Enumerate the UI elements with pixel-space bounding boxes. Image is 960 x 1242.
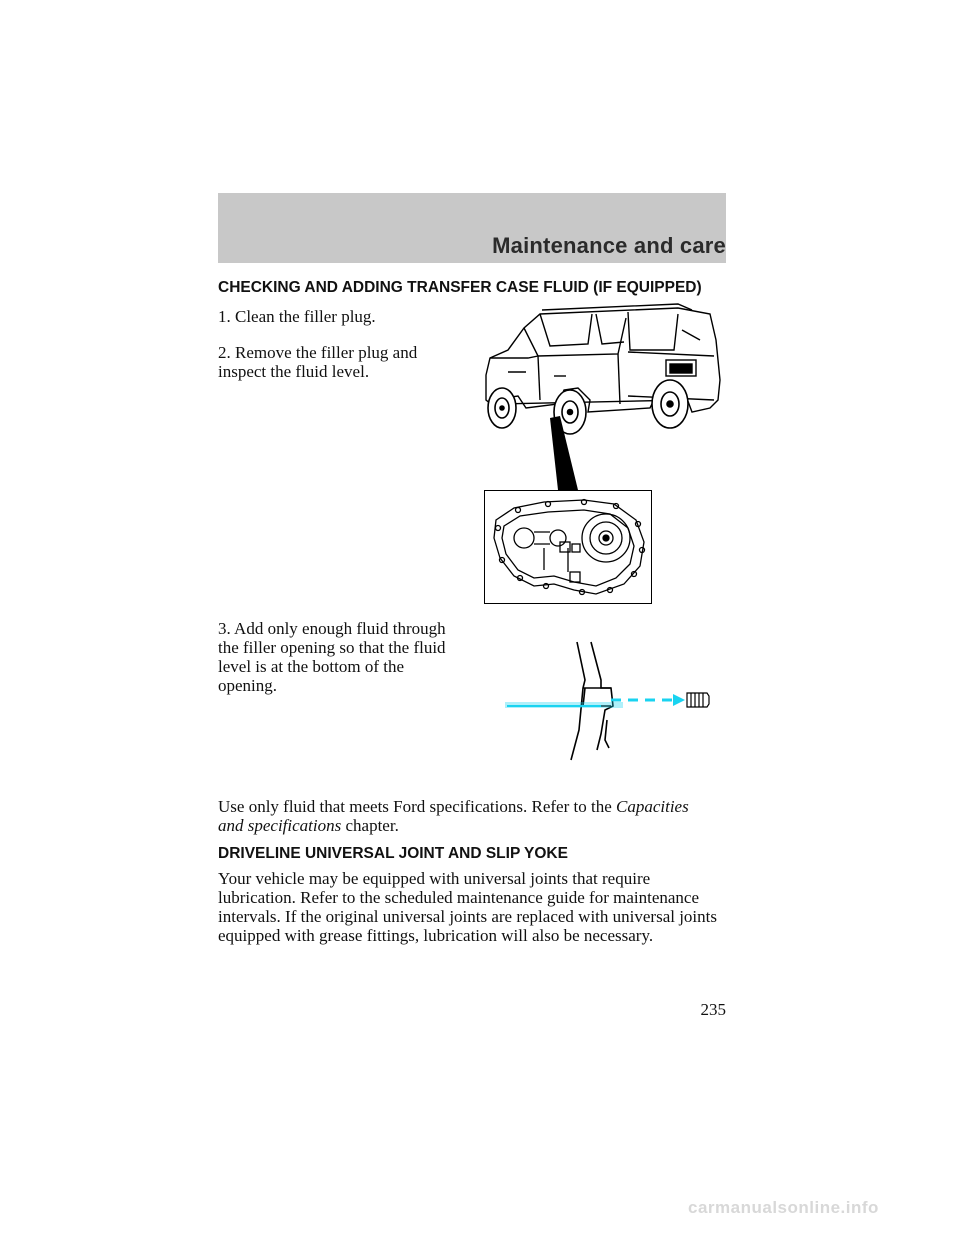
step-3-text [218,619,446,695]
fluid-spec-note [218,797,689,835]
driveline-line-4: equipped with grease fittings, lubrication will also be necessary. [218,926,654,945]
capacities-reference: Capacities [616,797,689,816]
driveline-paragraph [218,869,717,945]
fluid-spec-note-text-b: chapter. [341,816,399,835]
step-3-line-1: 3. Add only enough fluid through [218,619,446,638]
filler-opening-fluid-level-illustration [505,640,715,765]
driveline-line-2: lubrication. Refer to the scheduled maintenance guide for maintenance [218,888,699,907]
fluid-spec-note-line-2 [218,816,689,835]
fluid-spec-note-line-1 [218,797,689,816]
footer-watermark: carmanualsonline.info [688,1198,879,1217]
section-heading-transfer-case: CHECKING AND ADDING TRANSFER CASE FLUID (IF EQUIPPED) [218,279,702,296]
page-number: 235 [700,1000,726,1019]
specifications-reference: and specifications [218,816,342,835]
driveline-line-1: Your vehicle may be equipped with universal joints that require [218,869,651,888]
section-header-band [218,193,726,263]
transfer-case-illustration [484,490,652,604]
section-heading-driveline: DRIVELINE UNIVERSAL JOINT AND SLIP YOKE [218,845,568,862]
step-2-line-1: 2. Remove the filler plug and [218,343,418,362]
step-2-line-2: inspect the fluid level. [218,362,370,381]
section-header-title: Maintenance and care [492,233,726,258]
step-1-line: 1. Clean the filler plug. [218,307,376,326]
driveline-line-3: intervals. If the original universal joints are replaced with universal joints [218,907,717,926]
step-3-line-4: opening. [218,676,278,695]
step-1-text [218,307,376,326]
step-3-line-2: the filler opening so that the fluid [218,638,446,657]
fluid-spec-note-text-a: Use only fluid that meets Ford specifications. Refer to the [218,797,616,816]
step-3-line-3: level is at the bottom of the [218,657,405,676]
step-2-text [218,343,417,381]
